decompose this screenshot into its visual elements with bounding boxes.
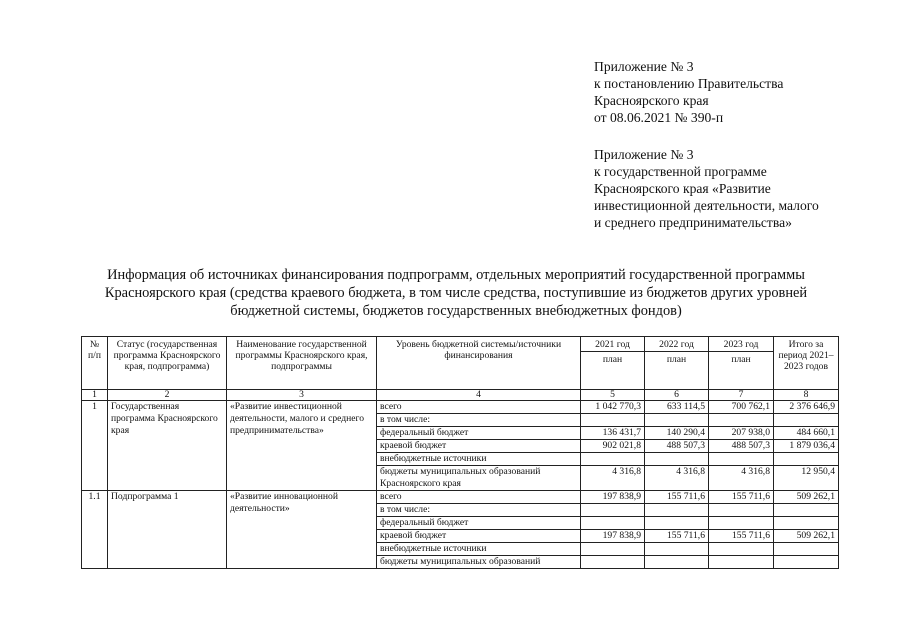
value-2021: 197 838,9 xyxy=(581,530,645,543)
value-total: 12 950,4 xyxy=(774,466,839,491)
value-2023: 207 938,0 xyxy=(709,427,774,440)
header-2022-year: 2022 год xyxy=(645,339,708,352)
value-2023 xyxy=(709,453,774,466)
value-2021 xyxy=(581,517,645,530)
value-2022: 4 316,8 xyxy=(645,466,709,491)
title-line: бюджетной системы, бюджетов государственных внебюджетных фондов) xyxy=(230,303,682,319)
row-budget-level: бюджеты муниципальных образований xyxy=(377,556,581,569)
column-number: 5 xyxy=(581,390,645,401)
annex-line: к государственной программе xyxy=(594,164,767,179)
table-row xyxy=(82,491,839,504)
value-2023: 488 507,3 xyxy=(709,440,774,453)
value-2022: 155 711,6 xyxy=(645,530,709,543)
column-number: 6 xyxy=(645,390,709,401)
value-2021: 4 316,8 xyxy=(581,466,645,491)
value-2021: 136 431,7 xyxy=(581,427,645,440)
annex-line: инвестиционной деятельности, малого xyxy=(594,198,819,213)
column-number: 4 xyxy=(377,390,581,401)
row-program-name: «Развитие инвестиционной деятельности, малого и среднего предпринимательства» xyxy=(227,401,377,491)
row-budget-level: внебюджетные источники xyxy=(377,453,581,466)
annex-line: Красноярского края «Развитие xyxy=(594,181,771,196)
value-2021 xyxy=(581,453,645,466)
header-level: Уровень бюджетной системы/источники финансирования xyxy=(377,337,581,390)
column-number-row xyxy=(82,390,839,401)
row-budget-level: всего xyxy=(377,401,581,414)
value-2022 xyxy=(645,517,709,530)
value-2022 xyxy=(645,543,709,556)
table-header-row xyxy=(82,337,839,390)
header-2023 xyxy=(709,337,774,390)
value-2022: 633 114,5 xyxy=(645,401,709,414)
header-name: Наименование государственной программы Красноярского края, подпрограммы xyxy=(227,337,377,390)
value-2023 xyxy=(709,556,774,569)
title-line: Информация об источниках финансирования подпрограмм, отдельных мероприятий государственной программы xyxy=(107,267,805,283)
value-2022: 488 507,3 xyxy=(645,440,709,453)
column-number: 8 xyxy=(774,390,839,401)
value-2021 xyxy=(581,414,645,427)
document-title xyxy=(60,266,852,320)
value-total xyxy=(774,504,839,517)
value-2022: 155 711,6 xyxy=(645,491,709,504)
row-budget-level: в том числе: xyxy=(377,504,581,517)
value-2021 xyxy=(581,556,645,569)
annex-line: к постановлению Правительства xyxy=(594,76,784,91)
row-budget-level: краевой бюджет xyxy=(377,440,581,453)
header-status: Статус (государственная программа Красноярского края, подпрограмма) xyxy=(108,337,227,390)
header-no: № п/п xyxy=(82,337,108,390)
value-total xyxy=(774,543,839,556)
row-status: Государственная программа Красноярского края xyxy=(108,401,227,491)
annex-line: Приложение № 3 xyxy=(594,59,694,74)
value-2023: 155 711,6 xyxy=(709,530,774,543)
value-total xyxy=(774,453,839,466)
value-2023: 155 711,6 xyxy=(709,491,774,504)
row-budget-level: федеральный бюджет xyxy=(377,517,581,530)
column-number: 7 xyxy=(709,390,774,401)
value-2022 xyxy=(645,453,709,466)
value-2022 xyxy=(645,504,709,517)
value-2023: 4 316,8 xyxy=(709,466,774,491)
column-number: 1 xyxy=(82,390,108,401)
value-2022 xyxy=(645,556,709,569)
title-line: Красноярского края (средства краевого бюджета, в том числе средства, поступившие из бюджетов других уровней xyxy=(104,285,808,301)
value-2023 xyxy=(709,504,774,517)
annex-reference-program xyxy=(594,146,819,231)
row-budget-level: в том числе: xyxy=(377,414,581,427)
value-2022: 140 290,4 xyxy=(645,427,709,440)
value-total: 1 879 036,4 xyxy=(774,440,839,453)
row-budget-level: федеральный бюджет xyxy=(377,427,581,440)
header-2022 xyxy=(645,337,709,390)
value-total xyxy=(774,414,839,427)
header-2021-year: 2021 год xyxy=(581,339,644,352)
annex-line: Приложение № 3 xyxy=(594,147,694,162)
value-2021 xyxy=(581,543,645,556)
annex-line: от 08.06.2021 № 390-п xyxy=(594,110,724,125)
value-total: 2 376 646,9 xyxy=(774,401,839,414)
annex-reference-decree xyxy=(594,58,783,126)
financing-table xyxy=(81,336,839,569)
value-total: 509 262,1 xyxy=(774,530,839,543)
row-budget-level: краевой бюджет xyxy=(377,530,581,543)
value-total: 484 660,1 xyxy=(774,427,839,440)
value-2021: 1 042 770,3 xyxy=(581,401,645,414)
column-number: 3 xyxy=(227,390,377,401)
value-2021: 902 021,8 xyxy=(581,440,645,453)
row-number: 1.1 xyxy=(82,491,108,569)
row-status: Подпрограмма 1 xyxy=(108,491,227,569)
header-total: Итого за период 2021–2023 годов xyxy=(774,337,839,390)
header-2023-year: 2023 год xyxy=(709,339,773,352)
value-2023 xyxy=(709,543,774,556)
value-2023 xyxy=(709,517,774,530)
row-number: 1 xyxy=(82,401,108,491)
value-total: 509 262,1 xyxy=(774,491,839,504)
row-program-name: «Развитие инновационной деятельности» xyxy=(227,491,377,569)
header-2021 xyxy=(581,337,645,390)
value-2023: 700 762,1 xyxy=(709,401,774,414)
value-2021: 197 838,9 xyxy=(581,491,645,504)
row-budget-level: внебюджетные источники xyxy=(377,543,581,556)
header-2022-plan: план xyxy=(666,354,687,365)
row-budget-level: бюджеты муниципальных образований Красноярского края xyxy=(377,466,581,491)
table-row xyxy=(82,401,839,414)
value-2022 xyxy=(645,414,709,427)
header-2023-plan: план xyxy=(731,354,751,365)
header-2021-plan: план xyxy=(602,354,623,365)
column-number: 2 xyxy=(108,390,227,401)
value-total xyxy=(774,517,839,530)
annex-line: и среднего предпринимательства» xyxy=(594,215,792,230)
row-budget-level: всего xyxy=(377,491,581,504)
annex-line: Красноярского края xyxy=(594,93,709,108)
value-2021 xyxy=(581,504,645,517)
value-total xyxy=(774,556,839,569)
value-2023 xyxy=(709,414,774,427)
